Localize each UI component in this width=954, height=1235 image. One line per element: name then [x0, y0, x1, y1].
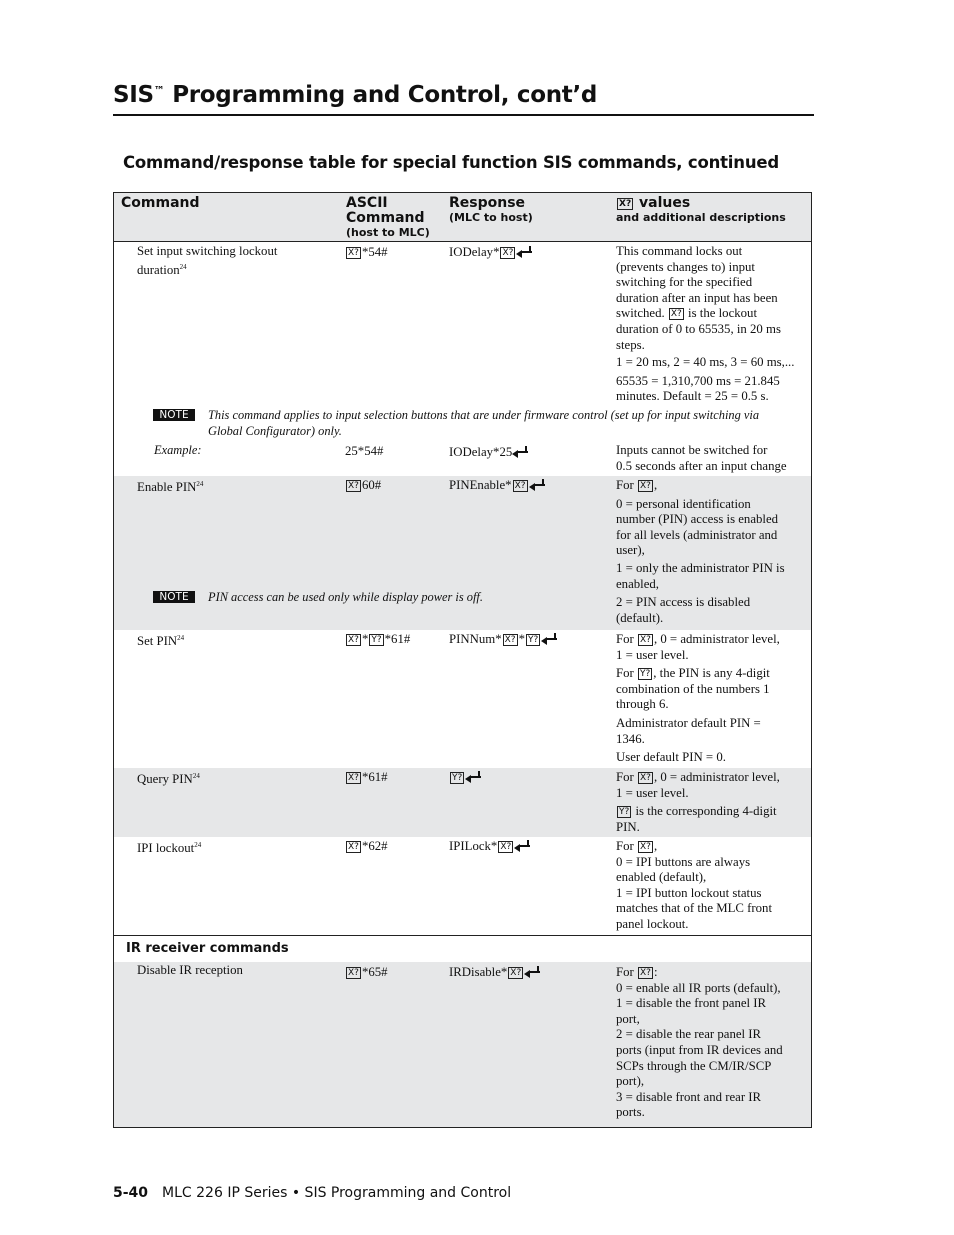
y-variable-icon: Y?	[371, 635, 382, 645]
header-values-sub: and additional descriptions	[616, 211, 786, 224]
header-command: Command	[121, 195, 200, 211]
y-variable-icon: Y?	[527, 635, 539, 645]
return-icon	[524, 966, 540, 976]
row-query-pin-ascii: X? *61#	[348, 770, 388, 784]
row-lockout-desc: This command locks out (prevents changes to) input switching for the specified duration after an input has been switched. X? is the lockout duration of 0 to 65535, in 20 ms steps. 1 = 20 ms, 2 = 40 ms, 3 = 60 ms,... 65535 = 1,310,700 ms = 21.845 minutes. Default = 25 = 0.5 s.	[616, 244, 795, 404]
x-variable-icon: X?	[639, 842, 651, 852]
row-query-pin-desc: For X? , 0 = administrator level, 1 = user level. Y? is the corresponding 4-digit PIN.	[616, 770, 780, 834]
row-ipi-lockout-ascii: X? *62#	[348, 839, 388, 853]
row-set-pin-desc: For X? , 0 = administrator level, 1 = user level. For Y? , the PIN is any 4-digit combination of the numbers 1 through 6. Administrator default PIN = 1346. User default PIN = 0.	[616, 632, 780, 765]
example-label: Example:	[154, 443, 202, 457]
return-icon	[516, 246, 532, 256]
x-variable-icon: X?	[348, 481, 359, 491]
header-ascii-sub: (host to MLC)	[346, 226, 430, 239]
row-ipi-lockout-command: IPI lockout$^{24}$	[137, 841, 202, 855]
header-values: X? values	[619, 195, 691, 211]
return-icon	[529, 479, 545, 489]
example-desc: Inputs cannot be switched for 0.5 seconds after an input change	[616, 443, 787, 473]
x-variable-icon: X?	[348, 968, 359, 978]
return-icon	[514, 840, 530, 850]
x-variable-icon: X?	[639, 773, 651, 783]
header-ascii-line1: ASCII	[346, 195, 388, 211]
y-variable-icon: Y?	[452, 773, 463, 783]
page-number: 5-40	[113, 1185, 149, 1201]
command-table	[113, 192, 812, 1128]
row-disable-ir-command: Disable IR reception	[137, 963, 243, 977]
row-set-pin-response: PINNum* X? * Y?	[449, 632, 557, 648]
return-icon	[512, 446, 528, 456]
return-icon	[541, 633, 557, 643]
x-variable-icon: X?	[348, 635, 359, 645]
example-response: IODelay*25	[449, 445, 528, 461]
title-rule	[113, 114, 814, 116]
x-variable-icon: X?	[348, 248, 359, 258]
row-lockout-response: IODelay* X?	[449, 245, 532, 261]
header-response-sub: (MLC to host)	[449, 211, 533, 224]
row-query-pin-response	[449, 770, 481, 786]
row-query-pin-command: Query PIN$^{24}$	[137, 772, 200, 786]
x-variable-icon: X?	[348, 773, 359, 783]
x-variable-icon: X?	[348, 842, 359, 852]
row-enable-pin-desc: For X? , 0 = personal identification number (PIN) access is enabled for all levels (administrator and user), 1 = only the administrator PIN is enabled, 2 = PIN access is disabled (default).	[616, 478, 785, 625]
x-variable-icon: X?	[619, 199, 632, 209]
page-footer	[113, 1185, 511, 1201]
row-enable-pin-ascii: X? 60#	[348, 478, 382, 492]
row-set-pin-ascii: X? * Y? *61#	[348, 632, 411, 646]
header-ascii-line2: Command	[346, 210, 425, 226]
example-ascii: 25*54#	[345, 444, 384, 458]
row-enable-pin-response: PINEnable* X?	[449, 478, 545, 494]
x-variable-icon: X?	[502, 248, 514, 258]
page-title: SIS™ Programming and Control, cont’d	[113, 82, 598, 108]
footer-text: MLC 226 IP Series • SIS Programming and Control	[162, 1185, 512, 1201]
y-variable-icon: Y?	[619, 807, 630, 818]
ir-section-heading: IR receiver commands	[126, 941, 289, 956]
return-icon	[465, 771, 481, 781]
header-response: Response	[449, 195, 526, 211]
row-ipi-lockout-desc: For X? , 0 = IPI buttons are always enabled (default), 1 = IPI button lockout status matches that of the MLC front panel lockout.	[616, 839, 773, 931]
x-variable-icon: X?	[510, 968, 522, 978]
row-disable-ir-response: IRDisable* X?	[449, 965, 540, 981]
row-ipi-lockout-response: IPILock* X?	[449, 839, 530, 855]
row-set-pin-command: Set PIN$^{24}$	[137, 634, 185, 648]
x-variable-icon: X?	[670, 309, 682, 320]
x-variable-icon: X?	[504, 635, 516, 645]
row-disable-ir-ascii: X? *65#	[348, 965, 388, 979]
section-heading: Command/response table for special function SIS commands, continued	[123, 153, 779, 172]
note-badge: NOTE	[153, 591, 195, 603]
x-variable-icon: X?	[639, 635, 651, 645]
x-variable-icon: X?	[639, 481, 651, 491]
row-enable-pin-command: Enable PIN$^{24}$	[137, 480, 204, 494]
header-divider	[114, 241, 811, 242]
row-disable-ir-desc: For X? : 0 = enable all IR ports (default), 1 = disable the front panel IR port, 2 = disable the rear panel IR ports (input from IR devices and SCPs through the CM/IR/SCP port), 3 = disable front and rear IR ports.	[616, 965, 783, 1120]
x-variable-icon: X?	[514, 481, 526, 491]
x-variable-icon: X?	[500, 842, 512, 852]
note-text: PIN access can be used only while display power is off.	[208, 590, 483, 604]
section-divider	[114, 935, 811, 936]
row-lockout-command: Set input switching lockout duration$^{24}$	[137, 244, 278, 277]
note-badge: NOTE	[153, 409, 195, 421]
y-variable-icon: Y?	[639, 669, 651, 680]
x-variable-icon: X?	[639, 968, 651, 978]
note-text: This command applies to input selection buttons that are under firmware control (set up for input switching via Global Configurator) only.	[208, 408, 760, 438]
row-lockout-ascii: X? *54#	[348, 245, 388, 259]
